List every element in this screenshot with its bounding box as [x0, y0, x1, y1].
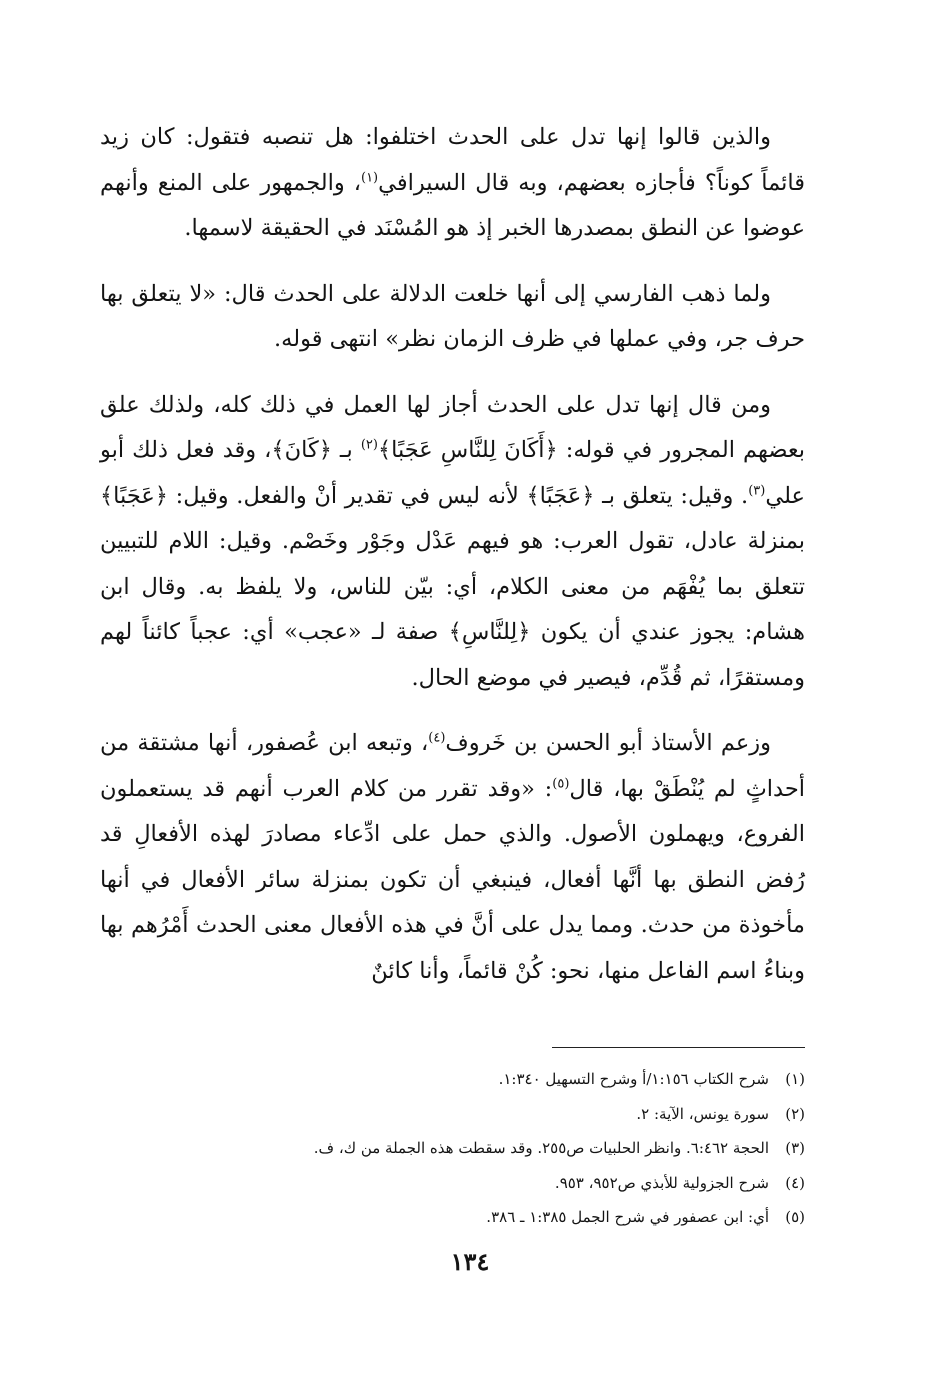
- footnote-number: (٥): [785, 1208, 805, 1226]
- footnote-ref-4: (٤): [428, 730, 446, 746]
- footnote-ref-5: (٥): [552, 776, 570, 791]
- text-segment: وزعم الأستاذ أبو الحسن بن خَروف: [445, 730, 771, 756]
- footnote-number: (٤): [785, 1173, 805, 1192]
- paragraph-2: [100, 272, 805, 363]
- text-segment: ، والجمهور على المنع وأنهم عوضوا عن النطق بمصدرها الخبر إذ هو المُسْنَد في الحقيقة لاسمها.: [100, 169, 805, 241]
- footnote-3: [130, 1131, 805, 1166]
- footnote-ref-2: (٢): [360, 437, 378, 453]
- footnote-2: [130, 1097, 805, 1132]
- footnote-ref-3: (٣): [748, 483, 766, 498]
- footnote-1: [130, 1062, 805, 1097]
- footnote-divider: [552, 1047, 805, 1048]
- paragraph-3: [100, 383, 805, 702]
- paragraph-1: [100, 115, 805, 252]
- text-segment: ومن قال إنها تدل على الحدث أجاز لها العمل في ذلك كله، ولذلك علق بعضهم المجرور في قوله: ﴿أَكَانَ لِلنَّاسِ عَجَبًا﴾: [100, 391, 805, 463]
- footnote-text: أي: ابن عصفور في شرح الجمل ١:٣٨٥ ـ ٣٨٦.: [486, 1208, 769, 1226]
- footnote-number: (٣): [785, 1139, 805, 1157]
- text-segment: ، وتبعه ابن عُصفور، أنها مشتقة من أحداثٍ لم يُنْطَقْ بها، قال: [100, 730, 805, 802]
- footnote-number: (١): [785, 1070, 805, 1088]
- paragraph-4: [100, 721, 805, 994]
- footnote-number: (٢): [785, 1104, 805, 1123]
- text-segment: ولما ذهب الفارسي إلى أنها خلعت الدلالة على الحدث قال: «لا يتعلق بها حرف جر، وفي عملها في ظرف الزمان نظر» انتهى قوله.: [100, 280, 805, 352]
- footnote-text: شرح الكتاب ١:١٥٦/أ وشرح التسهيل ١:٣٤٠.: [498, 1070, 769, 1088]
- text-segment: . وقيل: يتعلق بـ ﴿عَجَبًا﴾ لأنه ليس في تقدير أنْ والفعل. وقيل: ﴿عَجَبًا﴾ بمنزلة عادل، تقول العرب: هو فيهم عَدْل وجَوْر وخَصْم. وقيل: اللام للتبيين تتعلق بما يُفْهَم من معنى الكلام، أي: بيّن للناس، ولا يلفظ به. وقال ابن هشام: يجوز عندي أن يكون ﴿لِلنَّاسِ﴾ صفة لـ «عجب» أي: عجباً كائناً لهم ومستقرًا، ثم قُدِّم، فيصير في موضع الحال.: [100, 482, 805, 691]
- text-segment: : «وقد تقرر من كلام العرب أنهم قد يستعملون الفروع، ويهملون الأصول. والذي حمل على ادِّعاء مصادرَ لهذه الأفعالِ قد رُفض النطق بها أنَّها أفعال، فينبغي أن تكون بمنزلة سائر الأفعال في أنها مأخوذة من حدث. ومما يدل على أنَّ في هذه الأفعال معنى الحدث أَمْرُهم بها وبناءُ اسم الفاعل منها، نحو: كُنْ قائماً، وأنا كائنٌ: [100, 775, 805, 984]
- footnote-text: سورة يونس، الآية: ٢.: [636, 1104, 769, 1123]
- footnote-text: الحجة ٦:٤٦٢. وانظر الحلبيات ص٢٥٥. وقد سقطت هذه الجملة من ك، ف.: [313, 1139, 769, 1157]
- footnote-text: شرح الجزولية للأبذي ص٩٥٢، ٩٥٣.: [554, 1173, 769, 1192]
- footnotes: [130, 1062, 805, 1235]
- footnote-4: [130, 1166, 805, 1201]
- page-number: ١٣٤: [450, 1247, 490, 1276]
- text-segment: بـ ﴿كَانَ﴾، وقد فعل ذلك أبو علي: [100, 437, 805, 509]
- footnote-5: [130, 1200, 805, 1235]
- footnote-ref-1: (١): [360, 170, 379, 185]
- main-text: [100, 115, 805, 994]
- text-segment: والذين قالوا إنها تدل على الحدث اختلفوا: هل تنصبه فتقول: كان زيد قائماً كوناً؟ فأجازه بعضهم، وبه قال السيرافي: [100, 124, 805, 196]
